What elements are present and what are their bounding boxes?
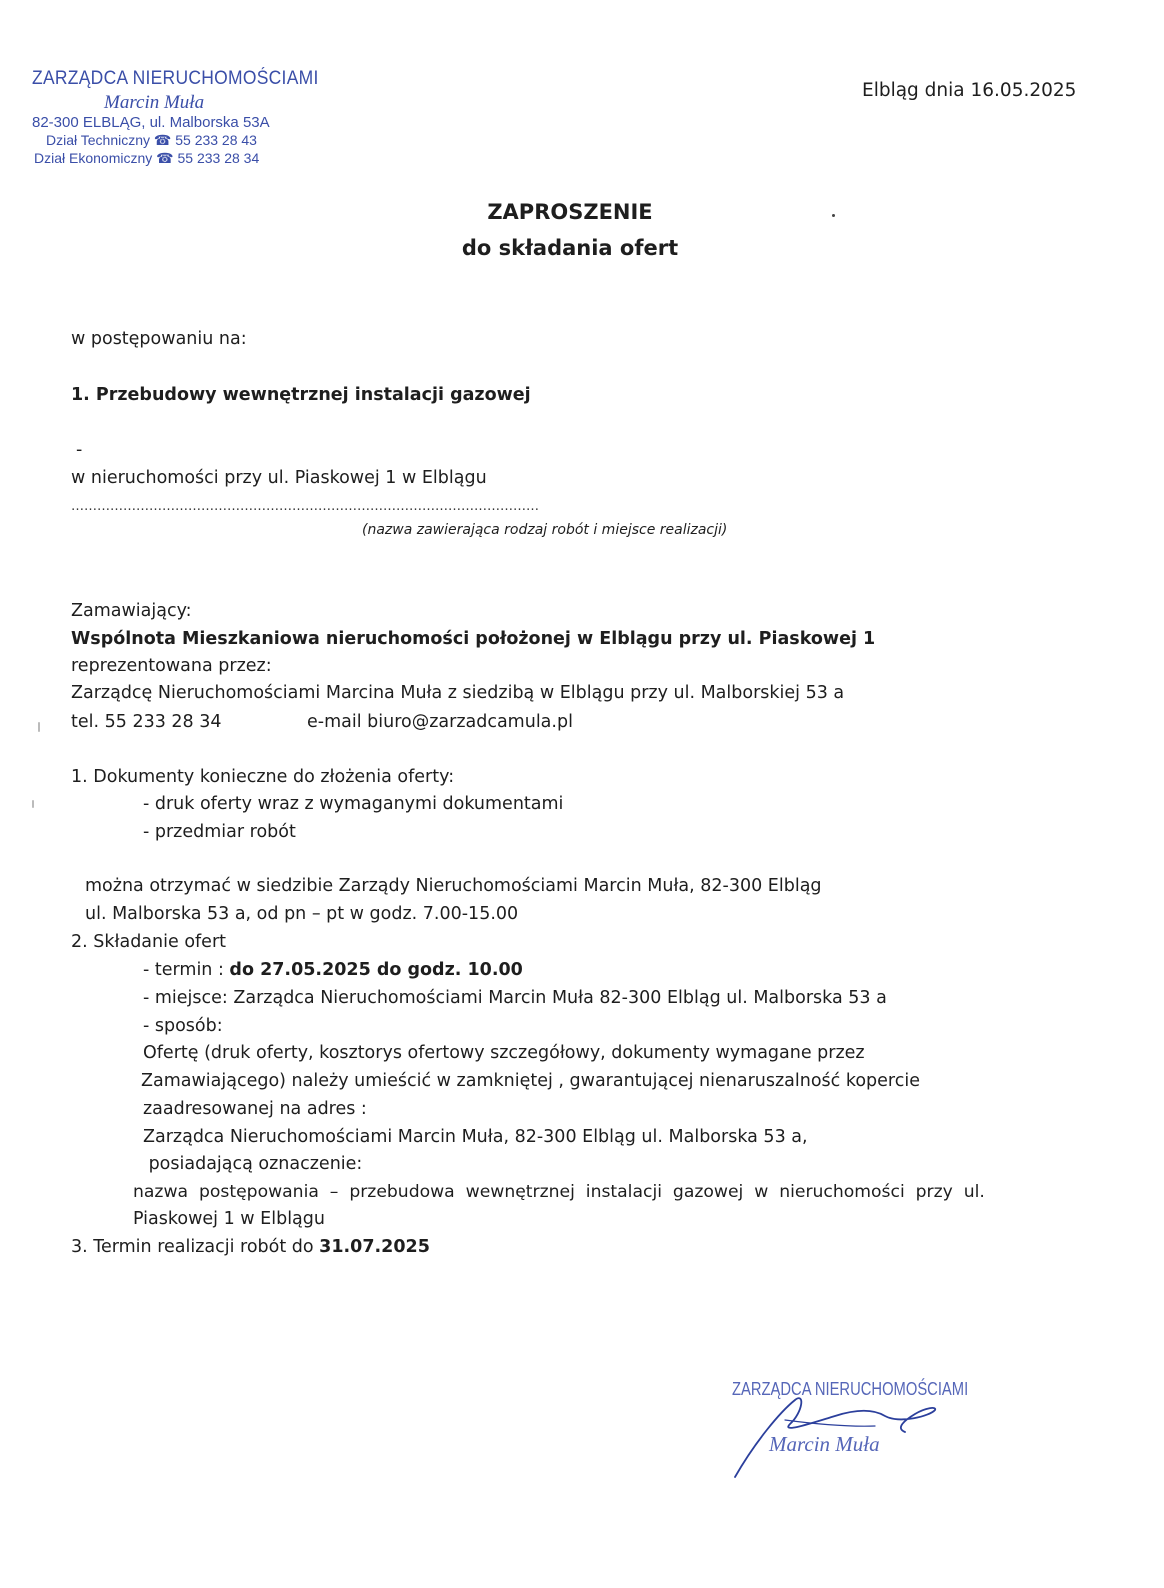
client-phone: tel. 55 233 28 34 — [71, 712, 222, 732]
deadline-label: - termin : — [143, 960, 230, 980]
client-email: e-mail biuro@zarzadcamula.pl — [307, 712, 573, 732]
procedure-intro: w postępowaniu na: — [71, 329, 247, 349]
section3-value: 31.07.2025 — [319, 1237, 430, 1257]
stamp-address: 82-300 ELBLĄG, ul. Malborska 53A — [32, 114, 270, 131]
client-represented-by: reprezentowana przez: — [71, 656, 272, 676]
section3-label: 3. Termin realizacji robót do — [71, 1237, 320, 1257]
section2-method: - sposób: — [143, 1016, 223, 1036]
section2-marking-1: nazwa postępowania – przebudowa wewnętrznej instalacji gazowej w nieruchomości przy ul. — [133, 1182, 985, 1202]
scan-speck — [832, 214, 835, 217]
stamp-econ-dept: Dział Ekonomiczny ☎ 55 233 28 34 — [34, 150, 260, 166]
client-manager: Zarządcę Nieruchomościami Marcina Muła z siedzibą w Elblągu przy ul. Malborskiej 53 a — [71, 683, 845, 703]
title-line-1: ZAPROSZENIE — [487, 200, 653, 224]
section3 — [71, 1237, 430, 1257]
procedure-note: (nazwa zawierająca rodzaj robót i miejsce realizacji) — [362, 522, 728, 538]
procedure-location: w nieruchomości przy ul. Piaskowej 1 w Elblągu — [71, 468, 487, 488]
procedure-dash: - — [76, 440, 83, 460]
section2-place: - miejsce: Zarządca Nieruchomościami Marcin Muła 82-300 Elbląg ul. Malborska 53 a — [143, 988, 887, 1008]
procedure-item: 1. Przebudowy wewnętrznej instalacji gazowej — [71, 385, 531, 405]
section1-item-2: - przedmiar robót — [143, 822, 296, 842]
signature-stamp-company: ZARZĄDCA NIERUCHOMOŚCIAMI — [732, 1379, 969, 1399]
section2-method-4: Zarządca Nieruchomościami Marcin Muła, 82-300 Elbląg ul. Malborska 53 a, — [143, 1127, 808, 1147]
section2-deadline — [143, 960, 523, 980]
section2-heading: 2. Składanie ofert — [71, 932, 227, 952]
signature-stamp-owner: Marcin Muła — [769, 1432, 880, 1456]
deadline-value: do 27.05.2025 do godz. 10.00 — [229, 960, 523, 980]
stamp-company: ZARZĄDCA NIERUCHOMOŚCIAMI — [32, 68, 319, 89]
section2-method-2: Zamawiającego) należy umieścić w zamkniętej , gwarantującej nienaruszalność kopercie — [141, 1071, 920, 1091]
section1-heading: 1. Dokumenty konieczne do złożenia oferty: — [71, 767, 455, 787]
title-line-2: do składania ofert — [461, 236, 679, 260]
section1-item-1: - druk oferty wraz z wymaganymi dokumentami — [143, 794, 564, 814]
section2-marking-2: Piaskowej 1 w Elblągu — [133, 1209, 325, 1229]
stamp-tech-dept: Dział Techniczny ☎ 55 233 28 43 — [46, 132, 257, 148]
client-label: Zamawiający: — [71, 601, 192, 621]
section1-availability-2: ul. Malborska 53 a, od pn – pt w godz. 7.00-15.00 — [85, 904, 519, 924]
scan-speck — [38, 722, 40, 732]
procedure-dots: ……………………………………………………………………………………………… — [71, 499, 539, 514]
handwritten-signature — [725, 1372, 945, 1482]
date-line: Elbląg dnia 16.05.2025 — [862, 80, 1077, 101]
scan-speck — [32, 800, 34, 808]
client-name: Wspólnota Mieszkaniowa nieruchomości położonej w Elblągu przy ul. Piaskowej 1 — [71, 629, 876, 649]
section2-method-3: zaadresowanej na adres : — [143, 1099, 367, 1119]
section1-availability-1: można otrzymać w siedzibie Zarządy Nieruchomościami Marcin Muła, 82-300 Elbląg — [85, 876, 822, 896]
section2-method-5: posiadającą oznaczenie: — [143, 1154, 363, 1174]
section2-method-1: Ofertę (druk oferty, kosztorys ofertowy szczegółowy, dokumenty wymagane przez — [143, 1043, 865, 1063]
stamp-owner: Marcin Muła — [104, 92, 205, 113]
